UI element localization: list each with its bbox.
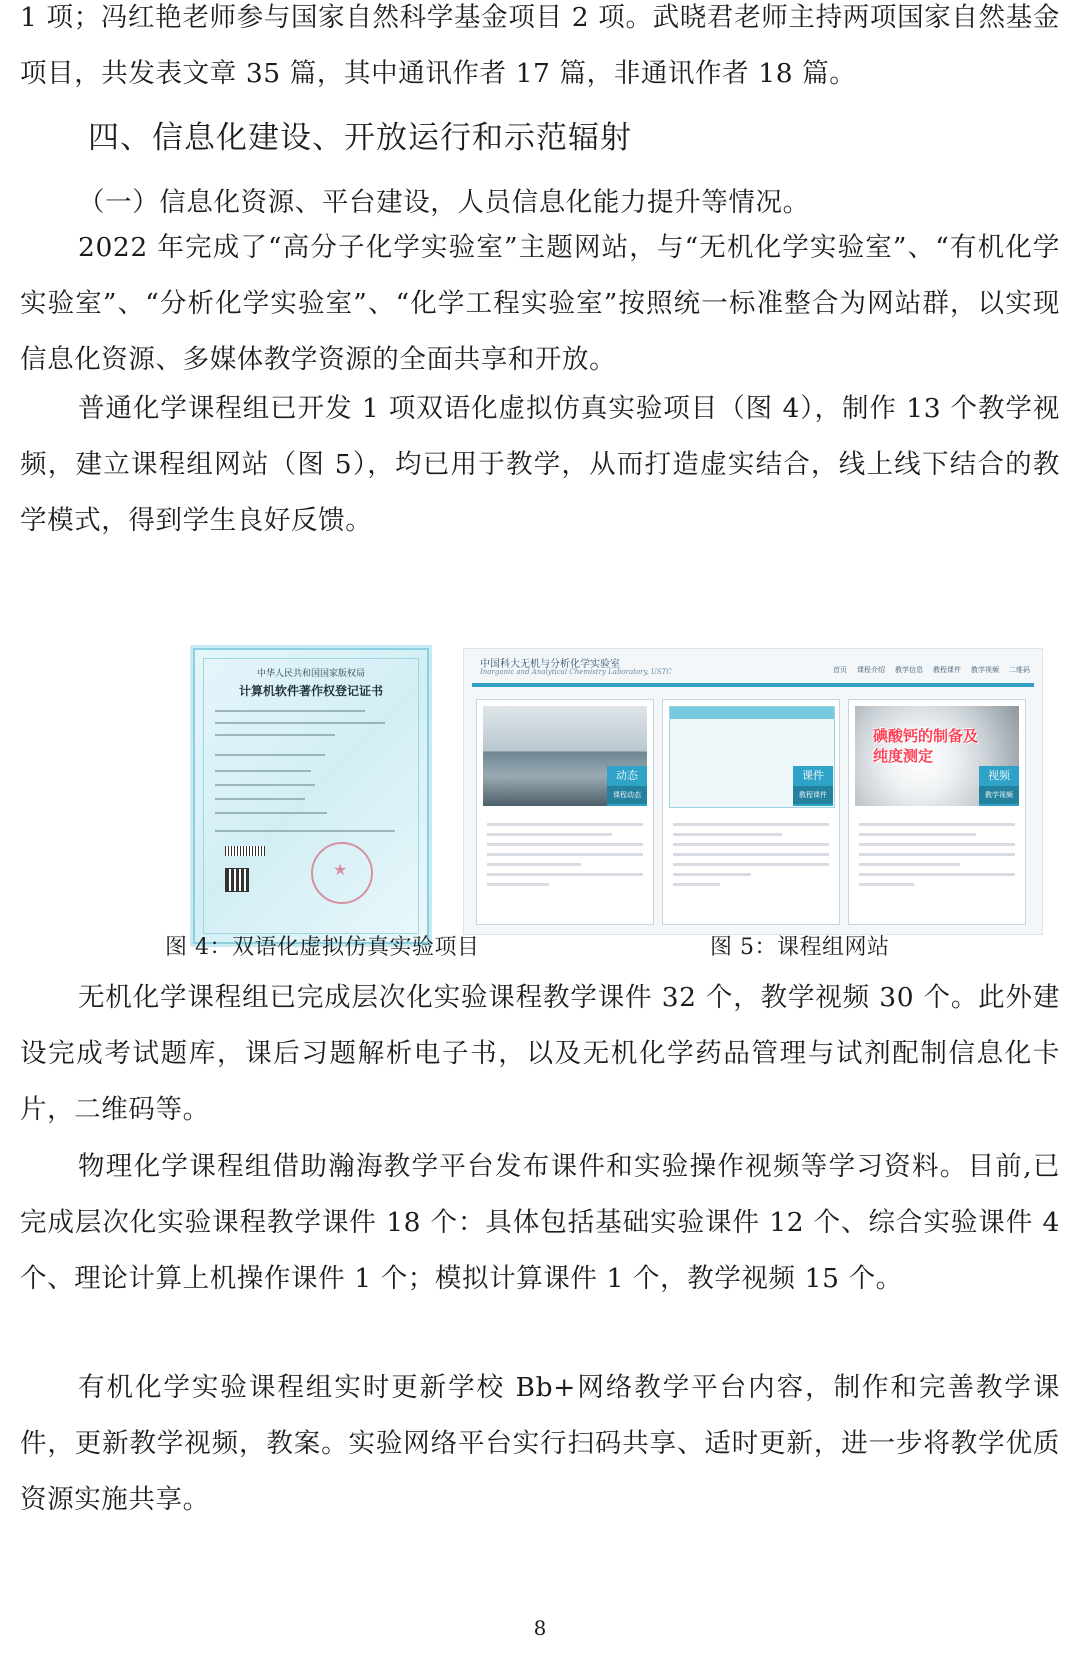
subsection-heading: （一）信息化资源、平台建设，人员信息化能力提升等情况。	[78, 187, 810, 218]
course-website-screenshot	[463, 648, 1043, 935]
paragraph-website-group: 2022 年完成了“高分子化学实验室”主题网站，与“无机化学实验室”、“有机化学实验室”、“分析化学实验室”、“化学工程实验室”按照统一标准整合为网站群，以实现信息化资源、多媒体教学资源的全面共享和开放。	[20, 232, 1060, 375]
card-tag-slides-sub: 教程课件	[793, 786, 833, 804]
card-tag-videos: 视频	[988, 769, 1010, 782]
nav-item-info: 教学信息	[895, 666, 923, 674]
paragraph-general-chemistry: 普通化学课程组已开发 1 项双语化虚拟仿真实验项目（图 4），制作 13 个教学视频，建立课程组网站（图 5），均已用于教学，从而打造虚实结合，线上线下结合的教学模式，得到学生良好反馈。	[20, 393, 1060, 536]
page-number: 8	[533, 1616, 547, 1640]
card-text-lines	[673, 816, 829, 893]
nav-item-home: 首页	[833, 666, 847, 674]
nav-item-slides: 教程课件	[933, 666, 961, 674]
qr-code-icon	[225, 868, 249, 892]
site-card-news	[476, 699, 654, 925]
figure5-caption: 图 5：课程组网站	[710, 935, 890, 960]
paragraph-physical-chemistry: 物理化学课程组借助瀚海教学平台发布课件和实验操作视频等学习资料。目前,已完成层次化实验课程教学课件 18 个：具体包括基础实验课件 12 个、综合实验课件 4 个、理论计算上机操作课件 1 个；模拟计算课件 1 个，教学视频 15 个。	[20, 1151, 1060, 1294]
card-text-lines	[859, 816, 1015, 893]
paragraph-inorganic-chemistry: 无机化学课程组已完成层次化实验课程教学课件 32 个，教学视频 30 个。此外建设完成考试题库，课后习题解析电子书，以及无机化学药品管理与试剂配制信息化卡片，二维码等。	[20, 982, 1060, 1125]
official-seal-icon	[311, 842, 373, 904]
certificate-title: 计算机软件著作权登记证书	[238, 684, 383, 698]
paragraph-continued: 1 项；冯红艳老师参与国家自然科学基金项目 2 项。武晓君老师主持两项国家自然基金项目，共发表文章 35 篇，其中通讯作者 17 篇，非通讯作者 18 篇。	[20, 2, 1060, 89]
certificate-issuer: 中华人民共和国国家版权局	[256, 669, 365, 679]
copyright-certificate-image	[193, 648, 429, 944]
nav-item-qrcode: 二维码	[1009, 666, 1030, 674]
nav-item-course: 课程介绍	[857, 666, 885, 674]
card-tag-news: 动态	[616, 769, 638, 782]
barcode-icon	[225, 846, 265, 856]
card-tag-news-sub: 课程动态	[607, 786, 647, 804]
section-heading: 四、信息化建设、开放运行和示范辐射	[88, 120, 632, 156]
video-title-overlay: 碘酸钙的制备及纯度测定	[873, 727, 979, 765]
site-nav	[833, 665, 1030, 675]
card-tag-slides: 课件	[802, 769, 824, 782]
figure4-caption: 图 4：双语化虚拟仿真实验项目	[165, 935, 480, 960]
nav-item-videos: 教学视频	[971, 666, 999, 674]
site-card-slides	[662, 699, 840, 925]
card-text-lines	[487, 816, 643, 893]
site-card-videos	[848, 699, 1026, 925]
site-title-english: Inorganic and Analytical Chemistry Laboratory, USTC	[480, 668, 672, 676]
site-title: 中国科大无机与分析化学实验室	[480, 659, 620, 670]
card-tag-videos-sub: 教学视频	[979, 786, 1019, 804]
paragraph-organic-chemistry: 有机化学实验课程组实时更新学校 Bb+网络教学平台内容，制作和完善教学课件，更新教学视频，教案。实验网络平台实行扫码共享、适时更新，进一步将教学优质资源实施共享。	[20, 1372, 1060, 1515]
